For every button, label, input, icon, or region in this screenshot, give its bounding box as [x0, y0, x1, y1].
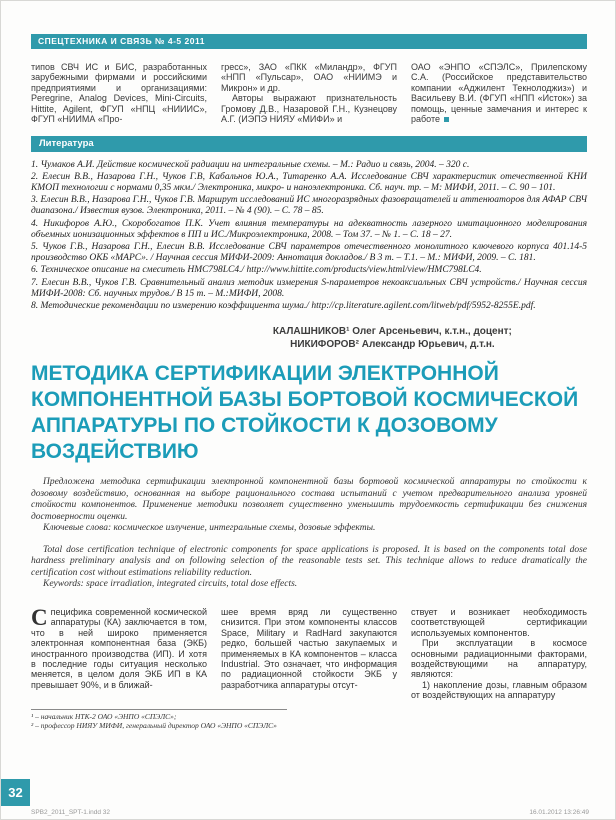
column-text: 1) накопление дозы, главным образом от воздействующих на аппаратуру: [411, 679, 587, 701]
footnote-2: ² – профессор НИЯУ МИФИ, генеральный директор ОАО «ЭНПО «СПЭЛС»: [31, 721, 277, 731]
keywords-english: Keywords: space irradiation, integrated circuits, total dose effects.: [43, 579, 298, 590]
body-column-2: [221, 607, 397, 701]
article-title: МЕТОДИКА СЕРТИФИКАЦИИ ЭЛЕКТРОННОЙ КОМПОНЕНТНОЙ БАЗЫ БОРТОВОЙ КОСМИЧЕСКОЙ АППАРАТУРЫ ПО СТОЙКОСТИ К ДОЗОВОМУ ВОЗДЕЙСТВИЮ: [31, 362, 579, 464]
keywords-russian: Ключевые слова: космическое излучение, интегральные схемы, дозовые эффекты.: [43, 523, 376, 534]
reference-item: 7. Елесин В.В., Чуков Г.В. Сравнительный анализ методик измерения S-параметров некоаксиальных СВЧ устройств./ Научная сессия МИФИ-2008: Сб. научных трудов./ В 15 т. – М.:МИФИ, 2008.: [31, 277, 587, 299]
reference-item: 2. Елесин В.В., Назарова Г.Н., Чуков Г.В, Кабальнов Ю.А., Титаренко А.А. Исследование СВЧ характеристик отечественной КНИ КМОП технологии с нормами 0,35 мкм./ Электроника, микро- и наноэлектроника. Сб. науч. тр. – М: МИФИ, 2011. – С. 90 – 101.: [31, 171, 587, 194]
column-text: ствует и возникает необходимость соответствующей сертификации используемых компонентов.: [411, 606, 587, 638]
page-content: [1, 34, 615, 731]
page-number: 32: [8, 785, 23, 800]
top-column-1: [31, 62, 207, 125]
page-number-badge: [1, 779, 30, 806]
abstract-russian: [31, 477, 587, 535]
reference-list: [31, 160, 587, 313]
reference-item: 6. Техническое описание на смеситель HMC798LC4./ http://www.hittite.com/products/view.html/view/HMC798LC4.: [31, 265, 482, 276]
abstract-english: [31, 545, 587, 591]
print-footer-right: 16.01.2012 13:26:49: [529, 809, 589, 816]
body-column-1: [31, 604, 207, 701]
column-text: типов СВЧ ИС и БИС, разработанных зарубежными фирмами и российскими предприятиями и организациями: Peregrine, Analog Devices, Mini-Circuits, Hittite, Agilent, ФГУП «НПЦ «НИИИС», ФГУП «НИИМА «Про-: [31, 62, 207, 125]
reference-item: 8. Методические рекомендации по измерению коэффициента шума./ http://cp.literature.agilent.com/litweb/pdf/5952-8255E.pdf.: [31, 301, 536, 312]
column-text: При эксплуатации в космосе основными радиационными факторами, воздействующими на аппаратуру, являются:: [411, 638, 587, 680]
column-text: гресс», ЗАО «ПКК «Миландр», ФГУП «НПП «Пульсар», ОАО «НИИМЭ и Микрон» и др.: [221, 62, 397, 93]
column-text: Авторы выражают признательность Громову Д.В., Назаровой Г.Н., Кузнецову А.Г. (ИЭПЭ НИЯУ «МИФИ» и: [221, 93, 397, 125]
column-text-span: пецифика современной космической аппаратуры (КА) заключается в том, что в ней широко применяется электронная компонентная база (ЭКБ) иностранного производства (ИП). И хотя в последние годы ситуация несколько меняется, в целом доля ЭКБ ИП в КА превышает 90%, и в ближай-: [31, 606, 207, 690]
footnotes: [31, 709, 287, 731]
article-end-marker-icon: [444, 117, 449, 122]
authors-block: [198, 326, 587, 351]
reference-item: 4. Никифоров А.Ю., Скоробогатов П.К. Учет влияния температуры на адекватность лазерного имитационного моделирования объемных ионизационных эффектов в ПП и ИС./Микроэлектроника, 2008. – Том 37. – № 1. – С. 18 – 27.: [31, 218, 587, 240]
journal-header-bar: [31, 34, 587, 49]
drop-cap: С: [31, 604, 48, 630]
reference-item: 1. Чумаков А.И. Действие космической радиации на интегральные схемы. – М.: Радио и связь, 2004. – 320 с.: [31, 159, 470, 170]
author-line-1: КАЛАШНИКОВ¹ Олег Арсеньевич, к.т.н., доцент;: [272, 326, 512, 338]
article-body: [31, 604, 587, 701]
print-footer: [1, 809, 615, 816]
previous-article-continuation: [31, 62, 587, 125]
reference-item: 5. Чуков Г.В., Назарова Г.Н., Елесин В.В. Исследование СВЧ параметров отечественного монолитного ключевого корпуса 401.14-5 производство ОКБ «МАРС». / Научная сессия МИФИ-2009: Аннотация докладов./ В 3 т. – Т.1. – М.: МИФИ, 2009. – С. 181.: [31, 242, 587, 264]
body-column-3: [411, 607, 587, 701]
top-column-3: [411, 62, 587, 125]
footnote-1: ¹ – начальник НТК-2 ОАО «ЭНПО «СПЭЛС»;: [31, 711, 177, 721]
top-column-2: [221, 62, 397, 125]
reference-item: 3. Елесин В.В., Назарова Г.Н., Чуков Г.В. Маршрут исследований ИС многоразрядных фазовращателей и аттенюаторов для АФАР СВЧ диапазона./ Известия вузов. Электроника, 2011. – № 4 (90). – С. 78 – 85.: [31, 195, 587, 217]
journal-header-title: СПЕЦТЕХНИКА И СВЯЗЬ № 4-5 2011: [38, 36, 205, 46]
print-footer-left: SPB2_2011_SPT-1.indd 32: [31, 809, 111, 816]
column-text: [31, 604, 207, 691]
literature-heading: Литература: [39, 137, 94, 149]
literature-heading-bar: [31, 136, 587, 152]
column-text-span: ОАО «ЭНПО «СПЭЛС», Прилепскому С.А. (Российское представительство компании «Аджилент Текнолоджиз») и Васильеву В.И. (ФГУП «НПП «Исток») за помощь, ценные замечания и интерес к работе: [411, 62, 587, 125]
abstract-english-text: Total dose certification technique of electronic components for space applications is proposed. It is based on the components total dose hardness preliminary analysis and on following selection of the reasonable tests set. This technique allows to reduce dramatically the certification cost without estimations reliability reduction.: [31, 544, 587, 578]
column-text: [411, 62, 587, 125]
column-text: шее время вряд ли существенно снизится. При этом компоненты классов Space, Military и RadHard закупаются редко, большей частью закупаемых и применяемых в КА компонентов – класса Industrial. Это означает, что информация по радиационной стойкости ЭКБ у разработчика аппаратуры отсут-: [221, 606, 397, 690]
author-line-2: НИКИФОРОВ² Александр Юрьевич, д.т.н.: [290, 338, 495, 350]
abstract-russian-text: Предложена методика сертификации электронной компонентной базы бортовой космической аппаратуры по стойкости к дозовому воздействию, основанная на выборе рационального состава испытаний с учетом предварительного анализа уровней стойкости компонентов. Применение методики позволяет существенно уменьшить трудоемкость сертификации без снижения достоверности оценки.: [31, 477, 587, 522]
